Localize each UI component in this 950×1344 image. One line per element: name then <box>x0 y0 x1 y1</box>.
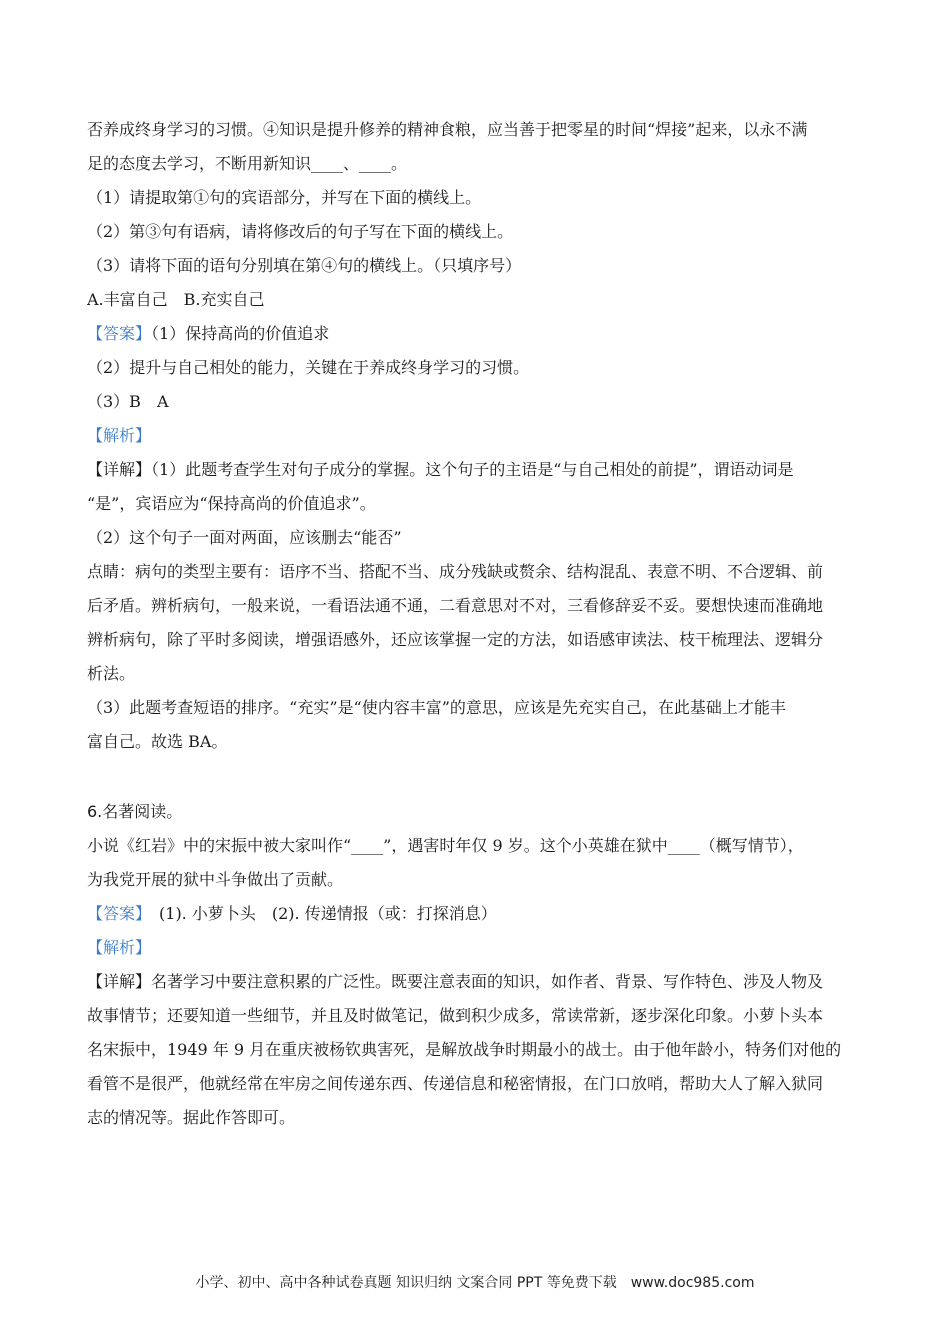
q6-text-line: 小说《红岩》中的宋振中被大家叫作“____”，遇害时年仅 9 岁。这个小英雄在狱中____（概写情节）， <box>87 836 804 855</box>
q5-answer-3: （3）B A <box>87 392 169 411</box>
q5-detail-line: 辨析病句，除了平时多阅读，增强语感外，还应该掌握一定的方法，如语感审读法、枝干梳理法、逻辑分 <box>87 630 824 649</box>
q5-subquestion-2: （2）第③句有语病，请将修改后的句子写在下面的横线上。 <box>87 222 514 241</box>
analysis-tag: 【解析】 <box>87 938 152 957</box>
detail-text: （1）此题考查学生对句子成分的掌握。这个句子的主语是“与自己相处的前提”，谓语动词是 <box>151 460 794 479</box>
q5-options: A.丰富自己 B.充实自己 <box>87 290 265 309</box>
q5-detail-line: 后矛盾。辨析病句，一般来说，一看语法通不通，二看意思对不对，三看修辞妥不妥。要想快速而准确地 <box>87 596 824 615</box>
q6-detail-line: 故事情节；还要知道一些细节，并且及时做笔记，做到积少成多，常读常新，逐步深化印象。小萝卜头本 <box>87 1006 824 1025</box>
detail-tag: 【详解】 <box>87 460 152 479</box>
q6-detail-line: 看管不是很严，他就经常在牢房之间传递东西、传递信息和秘密情报，在门口放哨，帮助大人了解入狱同 <box>87 1074 824 1093</box>
q5-subquestion-1: （1）请提取第①句的宾语部分，并写在下面的横线上。 <box>87 188 482 207</box>
answer-text: (1). 小萝卜头 (2). 传递情报（或：打探消息） <box>143 904 497 923</box>
answer-tag: 【答案】 <box>87 324 152 343</box>
document-body <box>87 113 867 1135</box>
q6-detail-row <box>87 965 867 999</box>
q6-detail-line: 志的情况等。据此作答即可。 <box>87 1108 296 1127</box>
q5-detail-line: （3）此题考查短语的排序。“充实”是“使内容丰富”的意思，应该是先充实自己，在此基础上才能丰 <box>87 698 786 717</box>
section-spacer <box>87 759 867 795</box>
q5-detail-line: “是”，宾语应为“保持高尚的价值追求”。 <box>87 494 376 513</box>
q6-answer-row <box>87 897 867 931</box>
q5-detail-line: 析法。 <box>87 664 136 683</box>
q5-detail-line: （2）这个句子一面对两面，应该删去“能否” <box>87 528 402 547</box>
q5-text-line: 否养成终身学习的习惯。④知识是提升修养的精神食粮，应当善于把零星的时间“焊接”起来，以永不满 <box>87 120 808 139</box>
q5-subquestion-3: （3）请将下面的语句分别填在第④句的横线上。（只填序号） <box>87 256 522 275</box>
analysis-tag: 【解析】 <box>87 426 152 445</box>
q6-text-line: 为我党开展的狱中斗争做出了贡献。 <box>87 870 344 889</box>
q5-answer-2: （2）提升与自己相处的能力，关键在于养成终身学习的习惯。 <box>87 358 530 377</box>
q5-detail-line: 富自己。故选 BA。 <box>87 732 228 751</box>
q5-detail-row <box>87 453 867 487</box>
detail-tag: 【详解】 <box>87 972 152 991</box>
q6-detail-line: 名宋振中，1949 年 9 月在重庆被杨钦典害死，是解放战争时期最小的战士。由于他年龄小，特务们对他的 <box>87 1040 842 1059</box>
q5-answer-row <box>87 317 867 351</box>
answer-tag: 【答案】 <box>87 904 144 923</box>
q5-detail-line: 点睛：病句的类型主要有：语序不当、搭配不当、成分残缺或赘余、结构混乱、表意不明、不合逻辑、前 <box>87 562 824 581</box>
q5-text-line: 足的态度去学习，不断用新知识____、____。 <box>87 154 408 173</box>
detail-text: 名著学习中要注意积累的广泛性。既要注意表面的知识，如作者、背景、写作特色、涉及人物及 <box>151 972 824 991</box>
q6-heading: 6.名著阅读。 <box>87 802 183 821</box>
answer-text: （1）保持高尚的价值追求 <box>151 324 330 343</box>
page-footer: 小学、初中、高中各种试卷真题 知识归纳 文案合同 PPT 等免费下载 www.doc985.com <box>195 1275 755 1291</box>
